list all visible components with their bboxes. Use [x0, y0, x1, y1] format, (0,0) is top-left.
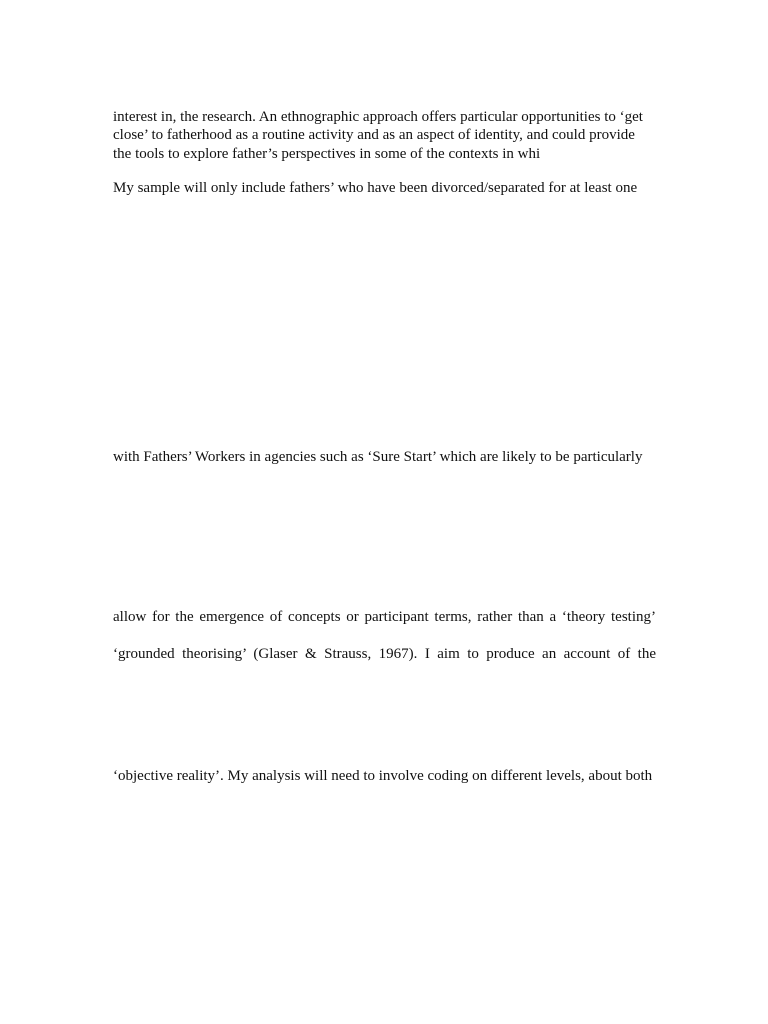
text-line: close’ to fatherhood as a routine activity and as an aspect of identity, and could provide: [113, 127, 635, 143]
text-line: the tools to explore father’s perspectives in some of the contexts in whi: [113, 146, 541, 162]
text-line: ‘grounded theorising’ (Glaser & Strauss, 1967). I aim to produce an account of the: [113, 646, 656, 662]
text-line: My sample will only include fathers’ who have been divorced/separated for at least one: [113, 180, 638, 196]
text-line: allow for the emergence of concepts or participant terms, rather than a ‘theory testing’: [113, 609, 656, 625]
text-line: ‘objective reality’. My analysis will need to involve coding on different levels, about both: [113, 768, 653, 784]
text-line: with Fathers’ Workers in agencies such as ‘Sure Start’ which are likely to be particularly: [113, 449, 643, 465]
text-line: interest in, the research. An ethnographic approach offers particular opportunities to ‘get: [113, 109, 643, 125]
